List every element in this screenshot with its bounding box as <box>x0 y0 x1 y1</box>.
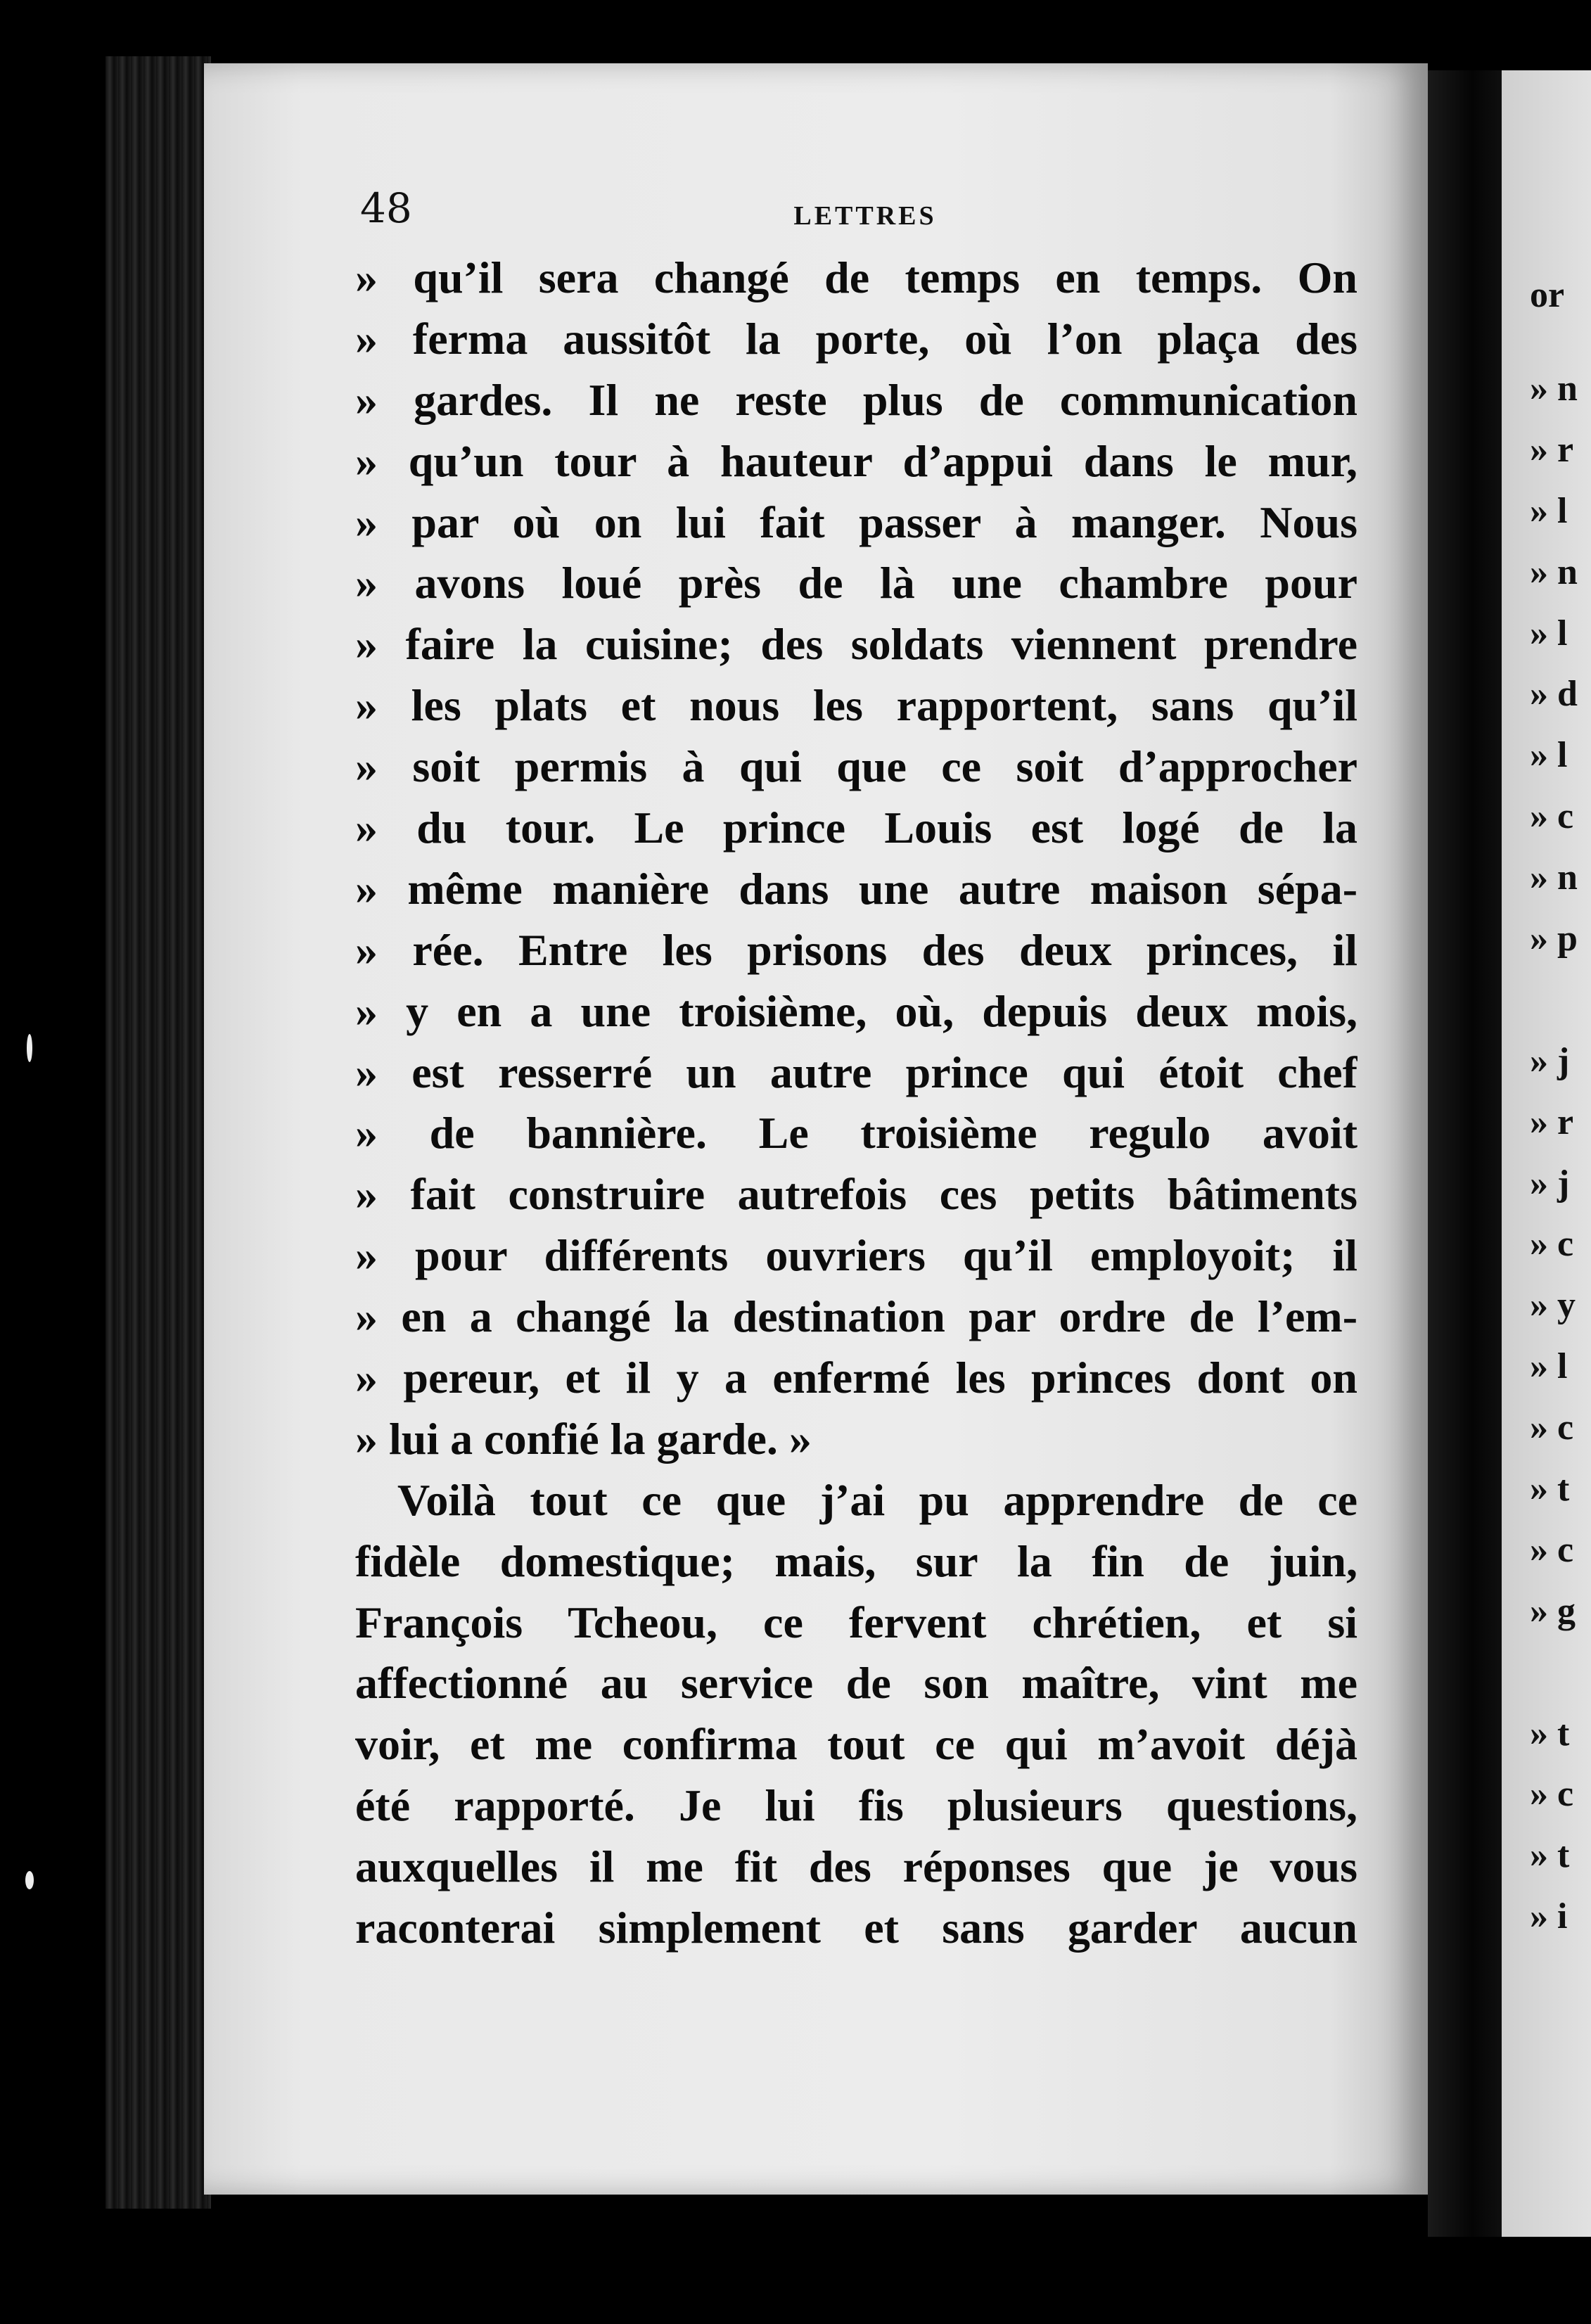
text-line: » avons loué près de là une chambre pour <box>355 558 1357 608</box>
facing-page-text <box>1530 274 1591 1948</box>
text-line: François Tcheou, ce fervent chrétien, et si <box>355 1597 1357 1647</box>
text-line: » est resserré un autre prince qui étoit chef <box>355 1047 1357 1097</box>
text-line: voir, et me confirma tout ce qui m’avoit déjà <box>355 1719 1357 1770</box>
facing-page-line: » j <box>1530 1163 1570 1204</box>
running-head: LETTRES <box>793 201 937 231</box>
facing-page-line: » l <box>1530 735 1568 776</box>
facing-page-line: » p <box>1530 919 1578 959</box>
facing-page-line: » n <box>1530 857 1578 898</box>
facing-page-line: » t <box>1530 1469 1570 1509</box>
facing-page-line: » i <box>1530 1896 1568 1937</box>
facing-page-line: » j <box>1530 1040 1570 1081</box>
facing-page-line: » r <box>1530 1102 1574 1142</box>
text-line: » qu’il sera changé de temps en temps. On <box>355 253 1357 302</box>
text-line: » faire la cuisine; des soldats viennent prendre <box>355 619 1357 670</box>
text-line: » en a changé la destination par ordre de l’em- <box>355 1291 1357 1342</box>
facing-page-line <box>1530 970 1591 1031</box>
book-binding <box>106 56 211 2209</box>
facing-page-line: » t <box>1530 1713 1570 1754</box>
facing-page-line: » l <box>1530 613 1568 653</box>
text-line: fidèle domestique; mais, sur la fin de juin, <box>355 1536 1357 1586</box>
facing-page-line: » c <box>1530 1407 1574 1448</box>
text-line: » soit permis à qui que ce soit d’approcher <box>355 741 1357 792</box>
facing-page-line: » n <box>1530 369 1578 409</box>
facing-page-line: » r <box>1530 429 1574 470</box>
facing-page-head: or <box>1530 275 1565 315</box>
facing-page-line: » n <box>1530 551 1578 592</box>
text-line: » les plats et nous les rapportent, sans qu’il <box>355 680 1357 731</box>
dust-speck <box>25 1871 34 1889</box>
text-line: auxquelles il me fit des réponses que je vous <box>355 1841 1357 1892</box>
facing-page-line: » d <box>1530 674 1578 715</box>
text-line: » même manière dans une autre maison sépa- <box>355 863 1357 914</box>
facing-page-line: » y <box>1530 1285 1576 1326</box>
facing-page-line: » c <box>1530 796 1574 837</box>
text-line: » lui a confié la garde. » <box>355 1413 812 1464</box>
text-line: » fait construire autrefois ces petits bâtiments <box>355 1169 1357 1220</box>
facing-page-line: » g <box>1530 1590 1576 1631</box>
text-line: » qu’un tour à hauteur d’appui dans le mur, <box>355 435 1357 486</box>
text-line: raconterai simplement et sans garder aucun <box>355 1903 1357 1953</box>
text-line: été rapporté. Je lui fis plusieurs questions, <box>355 1780 1357 1831</box>
facing-page-line <box>1530 1642 1591 1704</box>
text-line: » pour différents ouvriers qu’il employoit; il <box>355 1230 1357 1281</box>
text-line: » par où on lui fait passer à manger. Nous <box>355 497 1357 547</box>
text-line: Voilà tout ce que j’ai pu apprendre de ce <box>397 1474 1357 1525</box>
text-line: » gardes. Il ne reste plus de communication <box>355 374 1357 425</box>
dust-speck <box>27 1034 32 1062</box>
facing-page-line: » c <box>1530 1529 1574 1570</box>
text-line: » de bannière. Le troisième regulo avoit <box>355 1108 1357 1158</box>
text-line: » ferma aussitôt la porte, où l’on plaça des <box>355 313 1357 364</box>
text-line: » du tour. Le prince Louis est logé de la <box>355 803 1357 853</box>
book-gutter <box>1428 70 1502 2237</box>
facing-page-line: » t <box>1530 1835 1570 1876</box>
text-line: » pereur, et il y a enfermé les princes dont on <box>355 1353 1357 1403</box>
page-number: 48 <box>360 184 412 232</box>
facing-page-line: » c <box>1530 1224 1574 1265</box>
text-line: » y en a une troisième, où, depuis deux mois, <box>355 985 1357 1036</box>
facing-page-line: » c <box>1530 1774 1574 1815</box>
facing-page-line: » l <box>1530 490 1568 531</box>
text-line: affectionné au service de son maître, vint me <box>355 1658 1357 1709</box>
text-line: » rée. Entre les prisons des deux princes, il <box>355 924 1357 975</box>
facing-page-line: » l <box>1530 1346 1568 1387</box>
body-text <box>355 248 1357 1959</box>
